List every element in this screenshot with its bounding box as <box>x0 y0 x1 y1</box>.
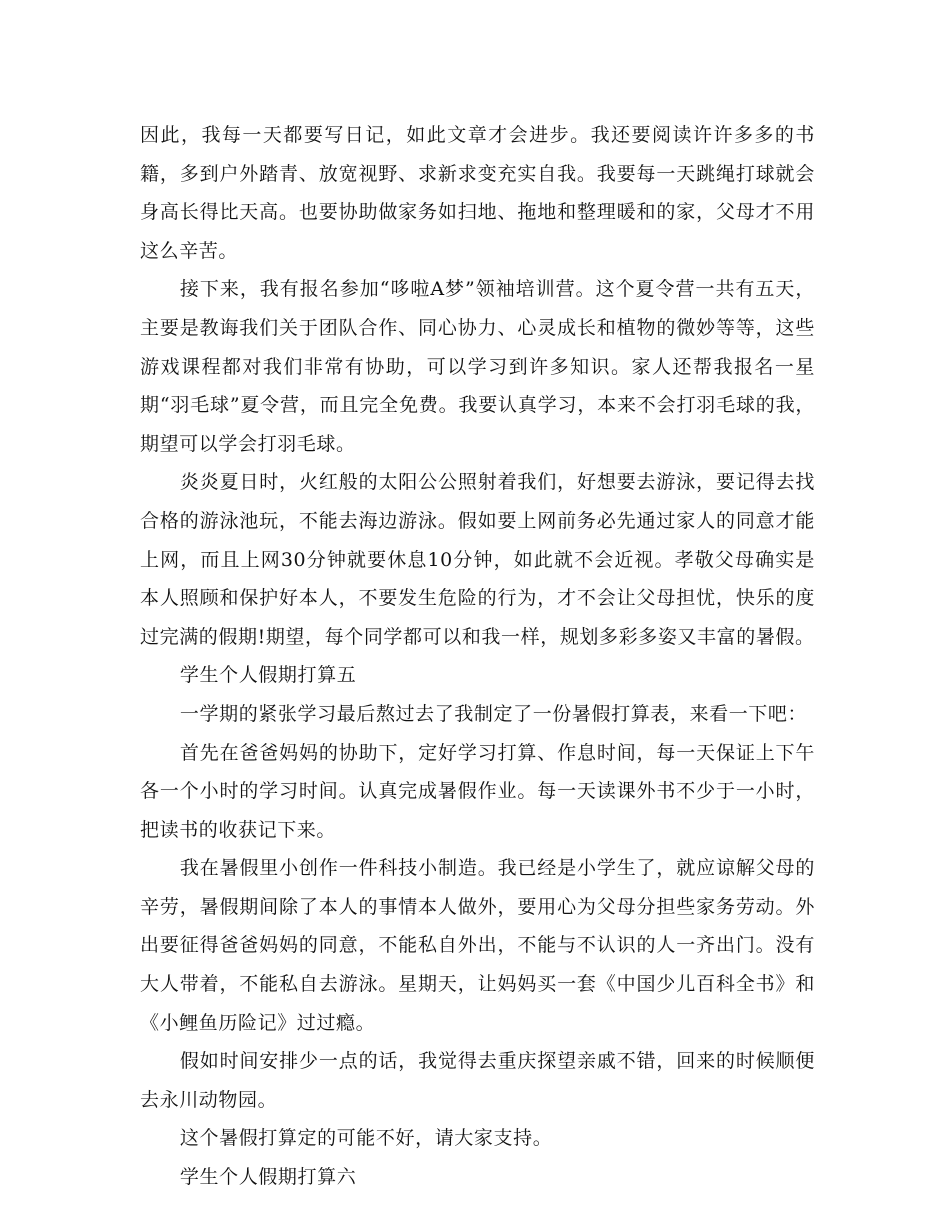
paragraph-2: 接下来，我有报名参加“哆啦A梦”领袖培训营。这个夏令营一共有五天，主要是教诲我们关于团队合作、同心协力、心灵成长和植物的微妙等等，这些游戏课程都对我们非常有协助，可以学习到许多知识。家人还帮我报名一星期“羽毛球”夏令营，而且完全免费。我要认真学习，本来不会打羽毛球的我，期望可以学会打羽毛球。 <box>140 278 815 455</box>
paragraph-1: 因此，我每一天都要写日记，如此文章才会进步。我还要阅读许许多多的书籍，多到户外踏青、放宽视野、求新求变充实自我。我要每一天跳绳打球就会身高长得比天高。也要协助做家务如扫地、拖地和整理暖和的家，父母才不用这么辛苦。 <box>140 124 815 262</box>
paragraph-6: 我在暑假里小创作一件科技小制造。我已经是小学生了，就应谅解父母的辛劳，暑假期间除了本人的事情本人做外，要用心为父母分担些家务劳动。外出要征得爸爸妈妈的同意，不能私自外出，不能与不认识的人一齐出门。没有大人带着，不能私自去游泳。星期天，让妈妈买一套《中国少儿百科全书》和《小鲤鱼历险记》过过瘾。 <box>140 857 815 1034</box>
paragraph-7: 假如时间安排少一点的话，我觉得去重庆探望亲戚不错，回来的时候顺便去永川动物园。 <box>140 1050 815 1111</box>
paragraph-5: 首先在爸爸妈妈的协助下，定好学习打算、作息时间，每一天保证上下午各一个小时的学习时间。认真完成暑假作业。每一天读课外书不少于一小时，把读书的收获记下来。 <box>140 741 815 841</box>
paragraph-4: 一学期的紧张学习最后熬过去了我制定了一份暑假打算表，来看一下吧： <box>179 702 808 725</box>
document-body <box>140 116 815 1197</box>
section-heading-6: 学生个人假期打算六 <box>179 1166 357 1189</box>
paragraph-3: 炎炎夏日时，火红般的太阳公公照射着我们，好想要去游泳，要记得去找合格的游泳池玩，不能去海边游泳。假如要上网前务必先通过家人的同意才能上网，而且上网30分钟就要休息10分钟，如此就不会近视。孝敬父母确实是本人照顾和保护好本人，不要发生危险的行为，才不会让父母担忧，快乐的度过完满的假期!期望，每个同学都可以和我一样，规划多彩多姿又丰富的暑假。 <box>140 471 815 648</box>
paragraph-8: 这个暑假打算定的可能不好，请大家支持。 <box>179 1127 553 1150</box>
section-heading-5: 学生个人假期打算五 <box>179 664 357 687</box>
